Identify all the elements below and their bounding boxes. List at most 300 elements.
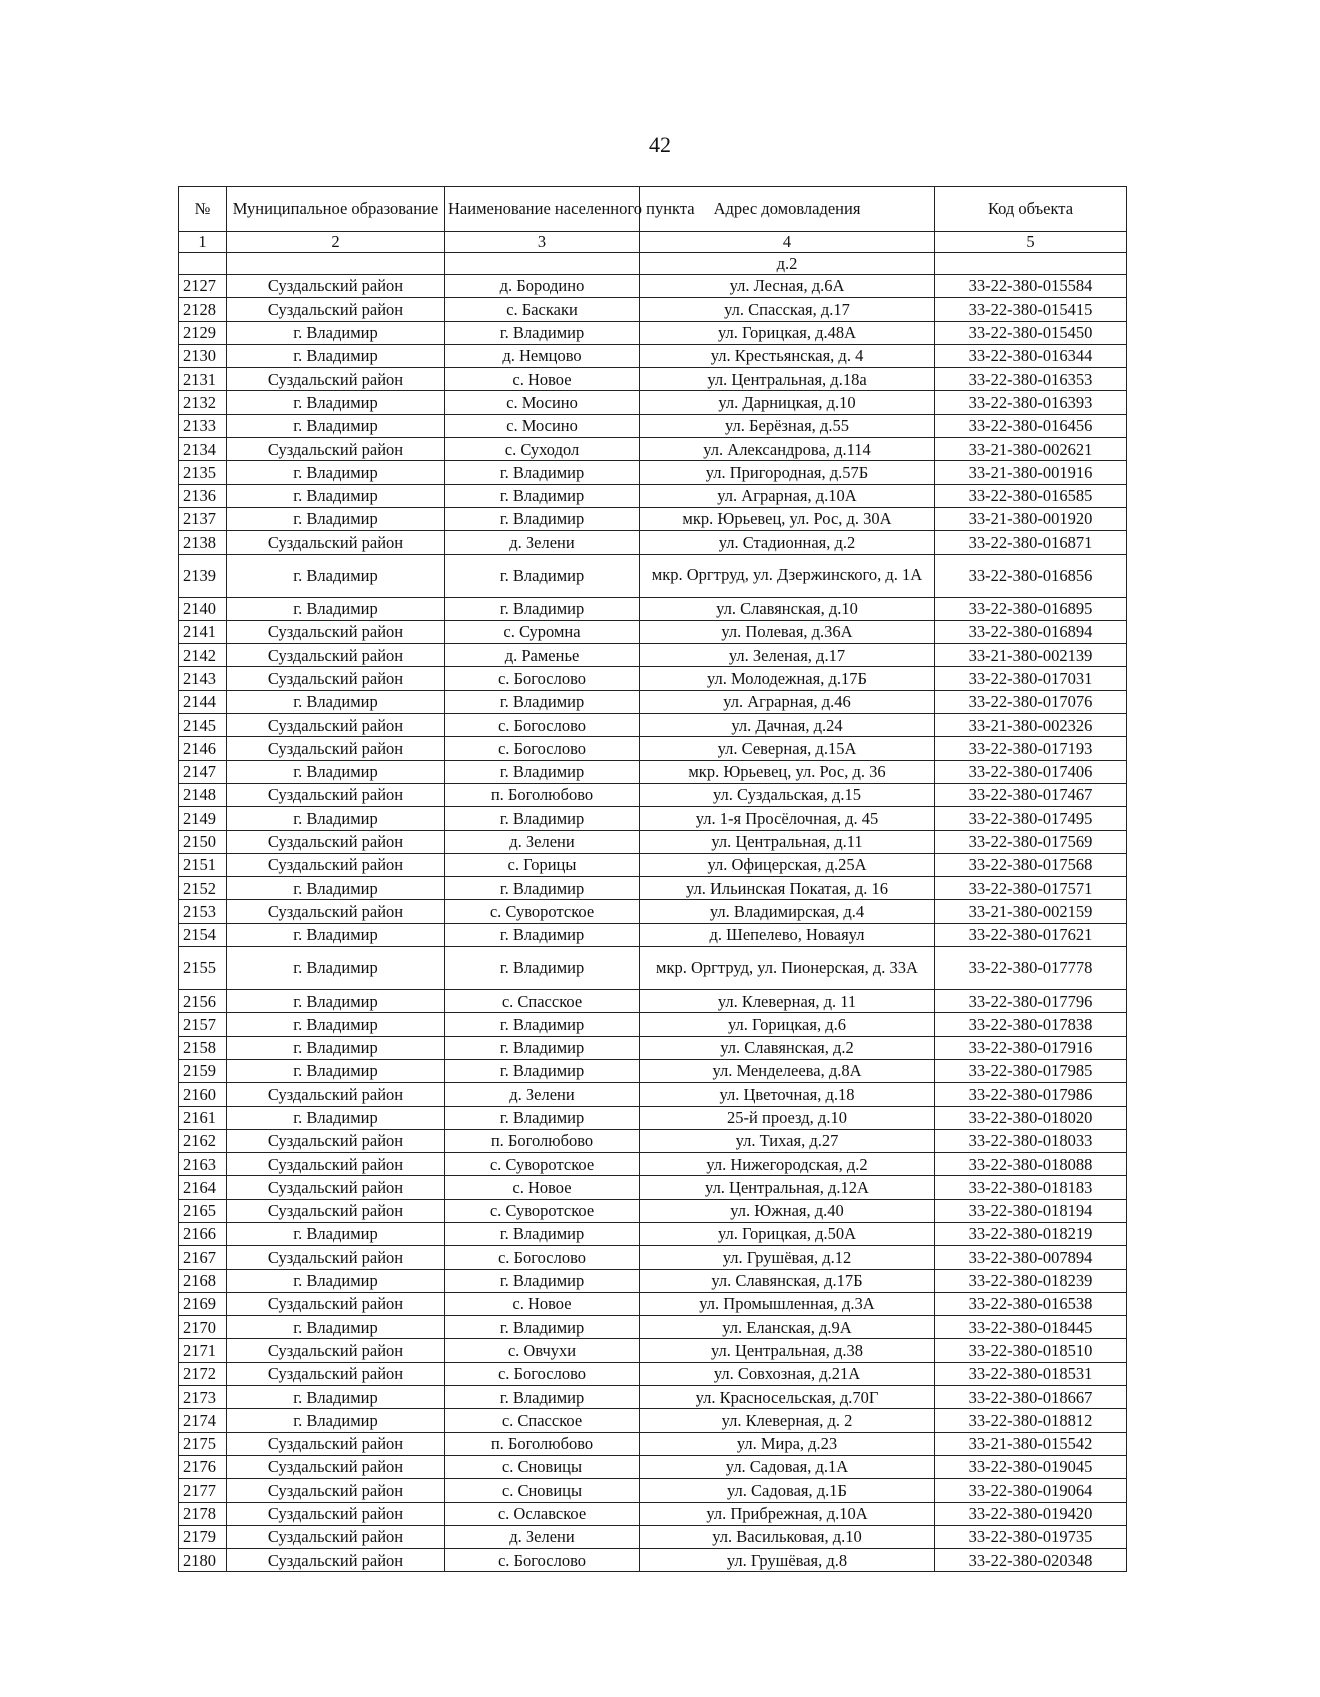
address-cell: ул. Спасская, д.17: [640, 298, 935, 321]
municipality-cell: г. Владимир: [227, 1106, 445, 1129]
object-code-cell: 33-22-380-017495: [935, 807, 1127, 830]
address-cell: ул. Горицкая, д.48А: [640, 321, 935, 344]
address-cell: ул. Славянская, д.10: [640, 597, 935, 620]
object-code-cell: 33-22-380-018033: [935, 1129, 1127, 1152]
address-cell: ул. Дачная, д.24: [640, 714, 935, 737]
settlement-cell: с. Суворотское: [445, 1199, 640, 1222]
row-number: 2163: [179, 1153, 227, 1176]
table-row: [179, 1083, 1127, 1106]
settlement-cell: г. Владимир: [445, 807, 640, 830]
address-cell: ул. Центральная, д.11: [640, 830, 935, 853]
object-code-cell: 33-22-380-017838: [935, 1013, 1127, 1036]
row-number: 2179: [179, 1525, 227, 1548]
row-number: 2167: [179, 1246, 227, 1269]
settlement-cell: с. Новое: [445, 1292, 640, 1315]
table-row: [179, 877, 1127, 900]
address-cell: ул. Аграрная, д.10А: [640, 484, 935, 507]
row-number: 2142: [179, 644, 227, 667]
object-code-cell: 33-22-380-017193: [935, 737, 1127, 760]
settlement-cell: г. Владимир: [445, 877, 640, 900]
object-code-cell: 33-22-380-016393: [935, 391, 1127, 414]
address-cell: ул. Центральная, д.12А: [640, 1176, 935, 1199]
municipality-cell: Суздальский район: [227, 1199, 445, 1222]
address-cell: ул. Ильинская Покатая, д. 16: [640, 877, 935, 900]
settlement-cell: с. Ославское: [445, 1502, 640, 1525]
row-number: 2134: [179, 438, 227, 461]
address-cell: мкр. Юрьевец, ул. Рос, д. 30А: [640, 507, 935, 530]
object-code-cell: 33-22-380-007894: [935, 1246, 1127, 1269]
municipality-cell: Суздальский район: [227, 1176, 445, 1199]
settlement-cell: д. Немцово: [445, 344, 640, 367]
column-number: 5: [935, 232, 1127, 253]
municipality-cell: Суздальский район: [227, 1129, 445, 1152]
table-row: [179, 1432, 1127, 1455]
object-code-cell: 33-22-380-018183: [935, 1176, 1127, 1199]
row-number: 2128: [179, 298, 227, 321]
address-cell: ул. Северная, д.15А: [640, 737, 935, 760]
object-code-cell: 33-22-380-019735: [935, 1525, 1127, 1548]
settlement-cell: г. Владимир: [445, 461, 640, 484]
address-cell: ул. Совхозная, д.21А: [640, 1362, 935, 1385]
object-code-cell: 33-22-380-016856: [935, 554, 1127, 597]
table-row: [179, 438, 1127, 461]
municipality-cell: г. Владимир: [227, 1409, 445, 1432]
row-number: 2149: [179, 807, 227, 830]
settlement-cell: с. Суходол: [445, 438, 640, 461]
row-number: 2160: [179, 1083, 227, 1106]
row-number: 2158: [179, 1036, 227, 1059]
settlement-cell: с. Богослово: [445, 737, 640, 760]
municipality-cell: Суздальский район: [227, 737, 445, 760]
object-code-cell: 33-22-380-019064: [935, 1479, 1127, 1502]
municipality-cell: г. Владимир: [227, 1316, 445, 1339]
table-row: [179, 1222, 1127, 1245]
header-municipality: Муниципальное образование: [227, 187, 445, 232]
address-cell: ул. Васильковая, д.10: [640, 1525, 935, 1548]
municipality-cell: Суздальский район: [227, 1339, 445, 1362]
settlement-cell: с. Новое: [445, 368, 640, 391]
settlement-cell: г. Владимир: [445, 554, 640, 597]
object-code-cell: 33-22-380-017985: [935, 1059, 1127, 1082]
table-row: [179, 461, 1127, 484]
table-row: [179, 1409, 1127, 1432]
settlement-cell: г. Владимир: [445, 1269, 640, 1292]
object-code-cell: 33-22-380-019420: [935, 1502, 1127, 1525]
address-cell: мкр. Оргтруд, ул. Пионерская, д. 33А: [640, 947, 935, 990]
object-code-cell: 33-22-380-017076: [935, 690, 1127, 713]
row-number: 2174: [179, 1409, 227, 1432]
municipality-cell: Суздальский район: [227, 853, 445, 876]
address-cell: ул. 1-я Просёлочная, д. 45: [640, 807, 935, 830]
object-code-cell: 33-22-380-017778: [935, 947, 1127, 990]
object-code-cell: 33-22-380-018667: [935, 1386, 1127, 1409]
row-number: 2165: [179, 1199, 227, 1222]
row-number: 2147: [179, 760, 227, 783]
settlement-cell: д. Зелени: [445, 1083, 640, 1106]
table-row: [179, 947, 1127, 990]
table-row: [179, 321, 1127, 344]
table-row: [179, 1455, 1127, 1478]
object-code-cell: 33-22-380-017031: [935, 667, 1127, 690]
address-cell: ул. Прибрежная, д.10А: [640, 1502, 935, 1525]
settlement-cell: г. Владимир: [445, 507, 640, 530]
header-object-code: Код объекта: [935, 187, 1127, 232]
header-address: Адрес домовладения: [640, 187, 935, 232]
object-code-cell: 33-22-380-017916: [935, 1036, 1127, 1059]
municipality-cell: Суздальский район: [227, 1362, 445, 1385]
row-number: 2152: [179, 877, 227, 900]
row-number: 2135: [179, 461, 227, 484]
row-number: 2139: [179, 554, 227, 597]
table-row: [179, 1316, 1127, 1339]
table-row: [179, 1386, 1127, 1409]
table-row: [179, 1339, 1127, 1362]
municipality-cell: г. Владимир: [227, 391, 445, 414]
address-cell: ул. Зеленая, д.17: [640, 644, 935, 667]
municipality-cell: Суздальский район: [227, 1432, 445, 1455]
table-row: [179, 414, 1127, 437]
registry-sheet: [178, 186, 1126, 1572]
table-row: [179, 391, 1127, 414]
settlement-cell: д. Зелени: [445, 1525, 640, 1548]
object-code-cell: 33-21-380-001916: [935, 461, 1127, 484]
settlement-cell: г. Владимир: [445, 484, 640, 507]
address-cell: мкр. Юрьевец, ул. Рос, д. 36: [640, 760, 935, 783]
municipality-cell: г. Владимир: [227, 1386, 445, 1409]
municipality-cell: г. Владимир: [227, 507, 445, 530]
row-number: 2154: [179, 923, 227, 946]
table-row: [179, 1502, 1127, 1525]
object-code-cell: 33-21-380-002139: [935, 644, 1127, 667]
municipality-cell: Суздальский район: [227, 783, 445, 806]
table-row: [179, 690, 1127, 713]
table-row: [179, 275, 1127, 298]
row-number: 2164: [179, 1176, 227, 1199]
settlement-cell: г. Владимир: [445, 1222, 640, 1245]
table-row: [179, 484, 1127, 507]
row-number: 2153: [179, 900, 227, 923]
settlement-cell: г. Владимир: [445, 690, 640, 713]
settlement-cell: с. Суромна: [445, 620, 640, 643]
row-number: 2173: [179, 1386, 227, 1409]
municipality-cell: г. Владимир: [227, 1269, 445, 1292]
object-code-cell: 33-22-380-015450: [935, 321, 1127, 344]
municipality-cell: г. Владимир: [227, 923, 445, 946]
table-row: [179, 760, 1127, 783]
address-cell: ул. Берёзная, д.55: [640, 414, 935, 437]
municipality-cell: Суздальский район: [227, 1455, 445, 1478]
address-cell: ул. Славянская, д.2: [640, 1036, 935, 1059]
address-cell: ул. Аграрная, д.46: [640, 690, 935, 713]
column-number: 2: [227, 232, 445, 253]
table-row: [179, 554, 1127, 597]
settlement-cell: г. Владимир: [445, 1013, 640, 1036]
settlement-cell: г. Владимир: [445, 947, 640, 990]
continuation-cell: [935, 253, 1127, 275]
table-row: [179, 667, 1127, 690]
address-cell: ул. Садовая, д.1Б: [640, 1479, 935, 1502]
object-code-cell: 33-22-380-016344: [935, 344, 1127, 367]
address-cell: ул. Клеверная, д. 11: [640, 990, 935, 1013]
row-number: 2136: [179, 484, 227, 507]
settlement-cell: с. Мосино: [445, 414, 640, 437]
table-row: [179, 807, 1127, 830]
table-row: [179, 1246, 1127, 1269]
row-number: 2140: [179, 597, 227, 620]
table-row: [179, 1549, 1127, 1572]
municipality-cell: г. Владимир: [227, 1013, 445, 1036]
address-cell: 25-й проезд, д.10: [640, 1106, 935, 1129]
object-code-cell: 33-22-380-016538: [935, 1292, 1127, 1315]
settlement-cell: с. Богослово: [445, 1549, 640, 1572]
object-code-cell: 33-21-380-002621: [935, 438, 1127, 461]
object-code-cell: 33-22-380-019045: [935, 1455, 1127, 1478]
settlement-cell: с. Спасское: [445, 990, 640, 1013]
object-code-cell: 33-22-380-017467: [935, 783, 1127, 806]
row-number: 2159: [179, 1059, 227, 1082]
address-cell: ул. Дарницкая, д.10: [640, 391, 935, 414]
row-number: 2170: [179, 1316, 227, 1339]
table-row: [179, 1153, 1127, 1176]
row-number: 2127: [179, 275, 227, 298]
address-cell: ул. Александрова, д.114: [640, 438, 935, 461]
row-number: 2161: [179, 1106, 227, 1129]
row-number: 2176: [179, 1455, 227, 1478]
row-number: 2151: [179, 853, 227, 876]
settlement-cell: г. Владимир: [445, 597, 640, 620]
table-row: [179, 507, 1127, 530]
object-code-cell: 33-22-380-018088: [935, 1153, 1127, 1176]
settlement-cell: с. Суворотское: [445, 900, 640, 923]
settlement-cell: с. Мосино: [445, 391, 640, 414]
continuation-cell: [445, 253, 640, 275]
object-code-cell: 33-22-380-016894: [935, 620, 1127, 643]
table-row: [179, 1292, 1127, 1315]
column-number: 4: [640, 232, 935, 253]
address-cell: мкр. Оргтруд, ул. Дзержинского, д. 1А: [640, 554, 935, 597]
row-number: 2150: [179, 830, 227, 853]
table-row: [179, 344, 1127, 367]
column-number-row: [179, 232, 1127, 253]
address-cell: ул. Славянская, д.17Б: [640, 1269, 935, 1292]
table-row: [179, 1525, 1127, 1548]
settlement-cell: с. Спасское: [445, 1409, 640, 1432]
row-number: 2144: [179, 690, 227, 713]
settlement-cell: с. Овчухи: [445, 1339, 640, 1362]
municipality-cell: Суздальский район: [227, 1083, 445, 1106]
address-cell: д. Шепелево, Новаяул: [640, 923, 935, 946]
table-row: [179, 737, 1127, 760]
address-cell: ул. Пригородная, д.57Б: [640, 461, 935, 484]
address-cell: ул. Лесная, д.6А: [640, 275, 935, 298]
address-cell: ул. Южная, д.40: [640, 1199, 935, 1222]
municipality-cell: Суздальский район: [227, 368, 445, 391]
municipality-cell: г. Владимир: [227, 807, 445, 830]
settlement-cell: п. Боголюбово: [445, 1432, 640, 1455]
settlement-cell: с. Новое: [445, 1176, 640, 1199]
municipality-cell: г. Владимир: [227, 414, 445, 437]
row-number: 2148: [179, 783, 227, 806]
settlement-cell: с. Богослово: [445, 714, 640, 737]
municipality-cell: Суздальский район: [227, 298, 445, 321]
row-number: 2171: [179, 1339, 227, 1362]
object-code-cell: 33-22-380-018194: [935, 1199, 1127, 1222]
address-cell: ул. Суздальская, д.15: [640, 783, 935, 806]
object-code-cell: 33-22-380-018510: [935, 1339, 1127, 1362]
address-cell: ул. Клеверная, д. 2: [640, 1409, 935, 1432]
municipality-cell: г. Владимир: [227, 1059, 445, 1082]
table-row: [179, 1129, 1127, 1152]
municipality-cell: Суздальский район: [227, 667, 445, 690]
row-number: 2177: [179, 1479, 227, 1502]
address-cell: ул. Промышленная, д.3А: [640, 1292, 935, 1315]
object-code-cell: 33-22-380-015584: [935, 275, 1127, 298]
address-cell: ул. Офицерская, д.25А: [640, 853, 935, 876]
municipality-cell: Суздальский район: [227, 531, 445, 554]
settlement-cell: с. Горицы: [445, 853, 640, 876]
table-row: [179, 1479, 1127, 1502]
continuation-cell: [227, 253, 445, 275]
table-row: [179, 1106, 1127, 1129]
address-cell: ул. Красносельская, д.70Г: [640, 1386, 935, 1409]
address-cell: ул. Центральная, д.18а: [640, 368, 935, 391]
object-code-cell: 33-22-380-016895: [935, 597, 1127, 620]
row-number: 2133: [179, 414, 227, 437]
object-code-cell: 33-22-380-017621: [935, 923, 1127, 946]
table-row: [179, 853, 1127, 876]
row-number: 2166: [179, 1222, 227, 1245]
settlement-cell: г. Владимир: [445, 1386, 640, 1409]
object-code-cell: 33-21-380-002159: [935, 900, 1127, 923]
object-code-cell: 33-21-380-002326: [935, 714, 1127, 737]
table-row: [179, 1013, 1127, 1036]
address-cell: ул. Садовая, д.1А: [640, 1455, 935, 1478]
municipality-cell: г. Владимир: [227, 554, 445, 597]
table-row: [179, 597, 1127, 620]
municipality-cell: г. Владимир: [227, 690, 445, 713]
continuation-row: [179, 253, 1127, 275]
address-cell: ул. Молодежная, д.17Б: [640, 667, 935, 690]
object-code-cell: 33-22-380-016456: [935, 414, 1127, 437]
row-number: 2155: [179, 947, 227, 990]
settlement-cell: д. Раменье: [445, 644, 640, 667]
row-number: 2162: [179, 1129, 227, 1152]
settlement-cell: г. Владимир: [445, 1036, 640, 1059]
row-number: 2146: [179, 737, 227, 760]
municipality-cell: г. Владимир: [227, 484, 445, 507]
address-cell: ул. Грушёвая, д.8: [640, 1549, 935, 1572]
municipality-cell: г. Владимир: [227, 1222, 445, 1245]
municipality-cell: г. Владимир: [227, 947, 445, 990]
row-number: 2132: [179, 391, 227, 414]
row-number: 2131: [179, 368, 227, 391]
settlement-cell: с. Богослово: [445, 1362, 640, 1385]
address-cell: ул. Крестьянская, д. 4: [640, 344, 935, 367]
settlement-cell: д. Зелени: [445, 830, 640, 853]
table-row: [179, 620, 1127, 643]
table-row: [179, 783, 1127, 806]
row-number: 2178: [179, 1502, 227, 1525]
continuation-cell: д.2: [640, 253, 935, 275]
object-code-cell: 33-22-380-016871: [935, 531, 1127, 554]
row-number: 2157: [179, 1013, 227, 1036]
municipality-cell: Суздальский район: [227, 830, 445, 853]
object-code-cell: 33-22-380-017986: [935, 1083, 1127, 1106]
page-number: 42: [649, 132, 671, 157]
object-code-cell: 33-22-380-015415: [935, 298, 1127, 321]
municipality-cell: Суздальский район: [227, 1292, 445, 1315]
table-row: [179, 830, 1127, 853]
settlement-cell: г. Владимир: [445, 1106, 640, 1129]
header-row: [179, 187, 1127, 232]
table-row: [179, 1269, 1127, 1292]
object-code-cell: 33-22-380-017568: [935, 853, 1127, 876]
object-code-cell: 33-21-380-015542: [935, 1432, 1127, 1455]
address-cell: ул. Полевая, д.36А: [640, 620, 935, 643]
table-row: [179, 1199, 1127, 1222]
object-code-cell: 33-22-380-017571: [935, 877, 1127, 900]
object-code-cell: 33-22-380-018531: [935, 1362, 1127, 1385]
address-cell: ул. Цветочная, д.18: [640, 1083, 935, 1106]
municipality-cell: Суздальский район: [227, 620, 445, 643]
object-code-cell: 33-22-380-018812: [935, 1409, 1127, 1432]
municipality-cell: Суздальский район: [227, 1153, 445, 1176]
object-code-cell: 33-22-380-017569: [935, 830, 1127, 853]
object-code-cell: 33-21-380-001920: [935, 507, 1127, 530]
municipality-cell: Суздальский район: [227, 1525, 445, 1548]
registry-table: [178, 186, 1127, 1572]
municipality-cell: Суздальский район: [227, 1502, 445, 1525]
table-row: [179, 1036, 1127, 1059]
table-row: [179, 1059, 1127, 1082]
object-code-cell: 33-22-380-018239: [935, 1269, 1127, 1292]
row-number: 2138: [179, 531, 227, 554]
object-code-cell: 33-22-380-020348: [935, 1549, 1127, 1572]
object-code-cell: 33-22-380-018219: [935, 1222, 1127, 1245]
municipality-cell: Суздальский район: [227, 900, 445, 923]
row-number: 2156: [179, 990, 227, 1013]
row-number: 2175: [179, 1432, 227, 1455]
municipality-cell: г. Владимир: [227, 321, 445, 344]
row-number: 2172: [179, 1362, 227, 1385]
table-row: [179, 923, 1127, 946]
address-cell: ул. Горицкая, д.6: [640, 1013, 935, 1036]
settlement-cell: с. Сновицы: [445, 1479, 640, 1502]
settlement-cell: с. Богослово: [445, 1246, 640, 1269]
address-cell: ул. Горицкая, д.50А: [640, 1222, 935, 1245]
settlement-cell: г. Владимир: [445, 1316, 640, 1339]
table-row: [179, 644, 1127, 667]
municipality-cell: г. Владимир: [227, 1036, 445, 1059]
settlement-cell: г. Владимир: [445, 923, 640, 946]
settlement-cell: г. Владимир: [445, 1059, 640, 1082]
address-cell: ул. Владимирская, д.4: [640, 900, 935, 923]
table-row: [179, 1176, 1127, 1199]
header-settlement: Наименование населенного пункта: [445, 187, 640, 232]
row-number: 2180: [179, 1549, 227, 1572]
settlement-cell: д. Зелени: [445, 531, 640, 554]
continuation-cell: [179, 253, 227, 275]
table-row: [179, 714, 1127, 737]
column-number: 3: [445, 232, 640, 253]
row-number: 2137: [179, 507, 227, 530]
object-code-cell: 33-22-380-016353: [935, 368, 1127, 391]
settlement-cell: с. Баскаки: [445, 298, 640, 321]
address-cell: ул. Нижегородская, д.2: [640, 1153, 935, 1176]
settlement-cell: с. Сновицы: [445, 1455, 640, 1478]
municipality-cell: г. Владимир: [227, 461, 445, 484]
object-code-cell: 33-22-380-018445: [935, 1316, 1127, 1339]
